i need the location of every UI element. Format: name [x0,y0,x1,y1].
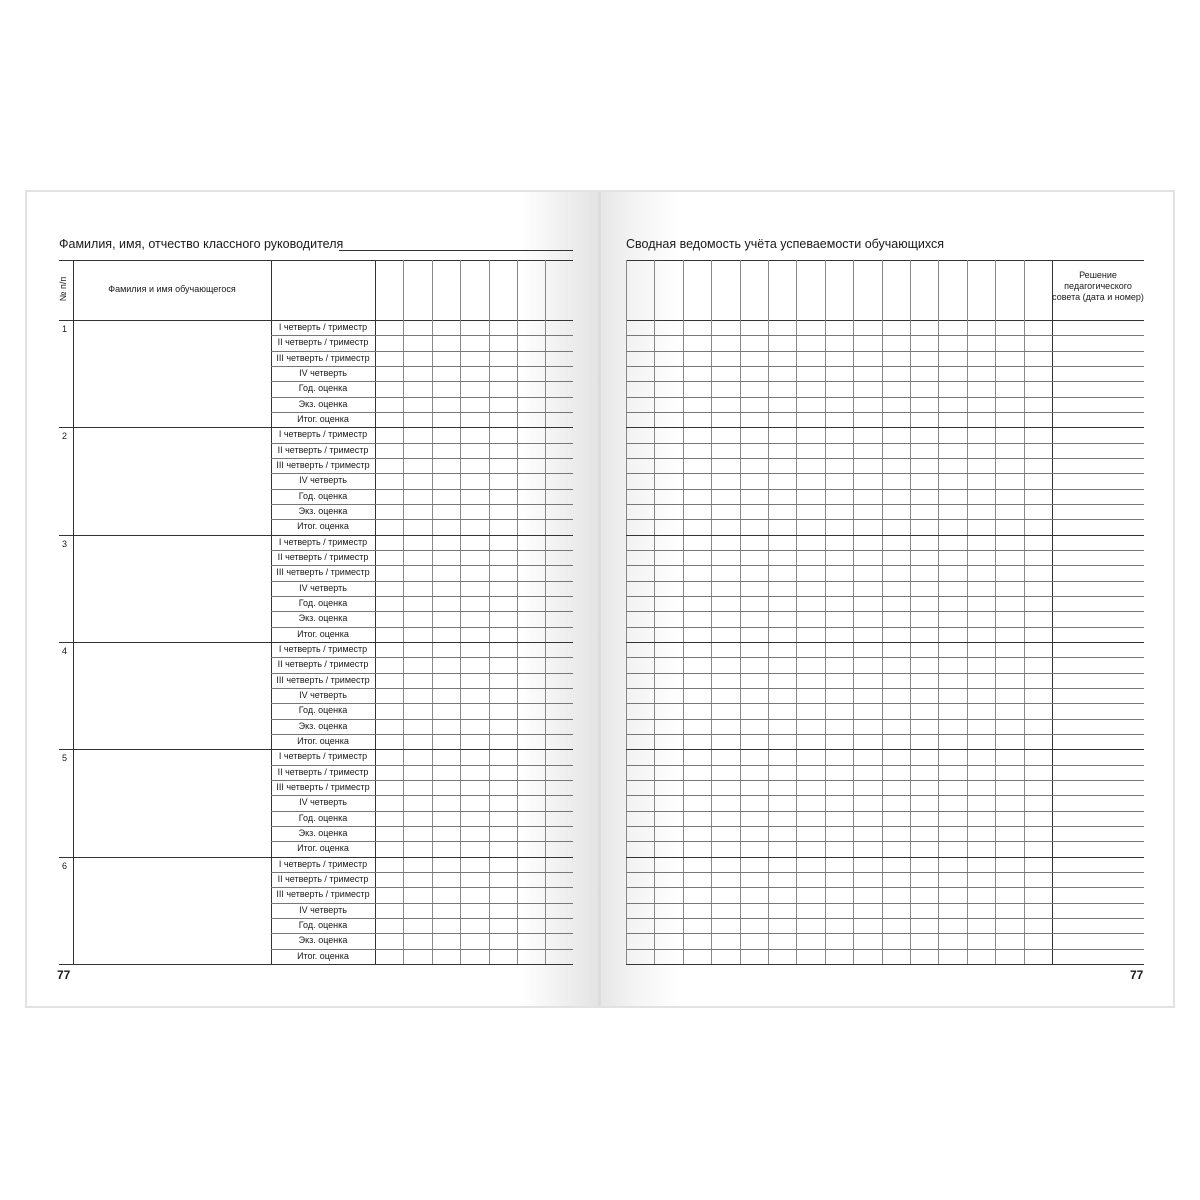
table-top-border [59,260,573,261]
grade-row-divider [271,381,573,382]
grade-period-label: III четверть / триместр [276,674,370,685]
grade-period-label: IV четверть [299,367,347,378]
grade-period-label: Итог. оценка [297,735,349,746]
grade-row-divider [271,412,573,413]
summary-row-divider [626,366,1144,367]
grade-period-label: I четверть / триместр [278,858,368,869]
summary-group-divider [626,642,1144,643]
grade-period-label: II четверть / триместр [277,766,369,777]
grade-period-label: IV четверть [299,582,347,593]
grade-period-label: Экз. оценка [298,398,348,409]
summary-row-divider [626,719,1144,720]
student-name-column-header: Фамилия и имя обучающегося [108,284,236,294]
grade-row-divider [271,458,573,459]
grade-period-label: IV четверть [299,475,347,486]
left-page-title: Фамилия, имя, отчество классного руководителя [59,237,344,251]
grade-row-divider [271,918,573,919]
grade-period-label: I четверть / триместр [278,643,368,654]
summary-row-divider [626,565,1144,566]
grade-row-divider [271,673,573,674]
summary-row-divider [626,887,1144,888]
left-page [27,192,600,1006]
summary-row-divider [626,795,1144,796]
grade-row-divider [271,841,573,842]
grade-period-label: II четверть / триместр [277,551,369,562]
grade-period-label: I четверть / триместр [278,751,368,762]
grade-row-divider [271,489,573,490]
grade-period-label: Экз. оценка [298,935,348,946]
grade-row-divider [271,719,573,720]
grade-row-divider [271,366,573,367]
grade-period-label: IV четверть [299,797,347,808]
grade-row-divider [271,596,573,597]
number-column-border [73,260,74,964]
grade-row-divider [271,550,573,551]
grade-row-divider [271,657,573,658]
grade-period-label: I четверть / триместр [278,429,368,440]
student-number: 2 [62,431,68,442]
summary-row-divider [626,519,1144,520]
summary-group-divider [626,857,1144,858]
grade-period-label: Экз. оценка [298,720,348,731]
grade-row-divider [271,688,573,689]
summary-group-divider [626,427,1144,428]
student-number: 6 [62,860,68,871]
spine-gutter [598,192,601,1006]
grade-period-label: III четверть / триместр [276,352,370,363]
summary-row-divider [626,581,1144,582]
summary-row-divider [626,443,1144,444]
summary-row-divider [626,811,1144,812]
grade-period-label: Год. оценка [298,919,348,930]
grade-period-label: III четверть / триместр [276,781,370,792]
summary-row-divider [626,872,1144,873]
grade-row-divider [271,351,573,352]
right-page [600,192,1173,1006]
summary-row-divider [626,381,1144,382]
grade-period-label: Экз. оценка [298,827,348,838]
grade-row-divider [271,780,573,781]
grade-row-divider [271,795,573,796]
left-page-number: 77 [57,968,71,982]
summary-row-divider [626,703,1144,704]
summary-row-divider [626,933,1144,934]
summary-row-divider [626,412,1144,413]
summary-row-divider [626,780,1144,781]
grade-row-divider [271,811,573,812]
grade-period-label: I четверть / триместр [278,536,368,547]
grade-period-label: Итог. оценка [297,950,349,961]
grade-period-label: Итог. оценка [297,843,349,854]
notebook-spread [25,190,1175,1008]
grade-period-label: Экз. оценка [298,505,348,516]
grade-row-divider [271,581,573,582]
grade-period-label: II четверть / триместр [277,444,369,455]
grade-row-divider [271,504,573,505]
right-page-number: 77 [1130,968,1144,982]
council-decision-header: Решение педагогического совета (дата и номер) [1052,270,1144,302]
teacher-name-line[interactable] [339,250,573,251]
grade-row-divider [271,443,573,444]
grade-row-divider [271,933,573,934]
summary-row-divider [626,826,1144,827]
summary-row-divider [626,673,1144,674]
grade-period-label: IV четверть [299,689,347,700]
student-number: 4 [62,645,68,656]
student-group-divider [59,964,573,965]
grade-period-label: Год. оценка [298,383,348,394]
grade-row-divider [271,903,573,904]
grade-row-divider [271,565,573,566]
grade-period-label: Итог. оценка [297,521,349,532]
grade-row-divider [271,519,573,520]
right-page-title: Сводная ведомость учёта успеваемости обучающихся [626,237,945,251]
number-column-header: № п/п [58,276,68,302]
summary-row-divider [626,550,1144,551]
summary-group-divider [626,749,1144,750]
student-number: 1 [62,324,68,334]
grade-row-divider [271,872,573,873]
summary-row-divider [626,765,1144,766]
right-table-top-border [626,260,1144,261]
summary-row-divider [626,611,1144,612]
grade-period-label: Итог. оценка [297,628,349,639]
right-header-bottom-border [626,320,1144,321]
grade-period-label: II четверть / триместр [277,873,369,884]
summary-row-divider [626,949,1144,950]
grade-period-label: II четверть / триместр [277,337,369,348]
summary-row-divider [626,458,1144,459]
grade-period-label: Год. оценка [298,705,348,716]
summary-row-divider [626,473,1144,474]
grade-row-divider [271,473,573,474]
grade-row-divider [271,887,573,888]
grade-period-label: Год. оценка [298,812,348,823]
summary-row-divider [626,841,1144,842]
summary-row-divider [626,335,1144,336]
summary-row-divider [626,489,1144,490]
grade-period-label: Итог. оценка [297,413,349,424]
grade-row-divider [271,826,573,827]
grade-row-divider [271,703,573,704]
grade-period-label: Год. оценка [298,597,348,608]
grade-period-label: Экз. оценка [298,613,348,624]
grade-period-label: IV четверть [299,904,347,915]
summary-row-divider [626,351,1144,352]
grade-period-label: III четверть / триместр [276,459,370,470]
grade-row-divider [271,734,573,735]
summary-group-divider [626,964,1144,965]
summary-row-divider [626,627,1144,628]
grade-period-label: III четверть / триместр [276,567,370,578]
grade-row-divider [271,627,573,628]
summary-row-divider [626,397,1144,398]
grade-period-label: III четверть / триместр [276,889,370,900]
grade-period-label: I четверть / триместр [278,322,368,332]
summary-row-divider [626,657,1144,658]
summary-row-divider [626,918,1144,919]
grade-row-divider [271,335,573,336]
summary-group-divider [626,535,1144,536]
student-number: 3 [62,538,68,549]
grade-row-divider [271,397,573,398]
summary-row-divider [626,734,1144,735]
summary-row-divider [626,688,1144,689]
grade-period-label: Год. оценка [298,490,348,501]
summary-row-divider [626,504,1144,505]
grade-period-label: II четверть / триместр [277,659,369,670]
summary-row-divider [626,596,1144,597]
grade-row-divider [271,611,573,612]
grade-row-divider [271,949,573,950]
student-number: 5 [62,753,68,764]
summary-row-divider [626,903,1144,904]
grade-row-divider [271,765,573,766]
